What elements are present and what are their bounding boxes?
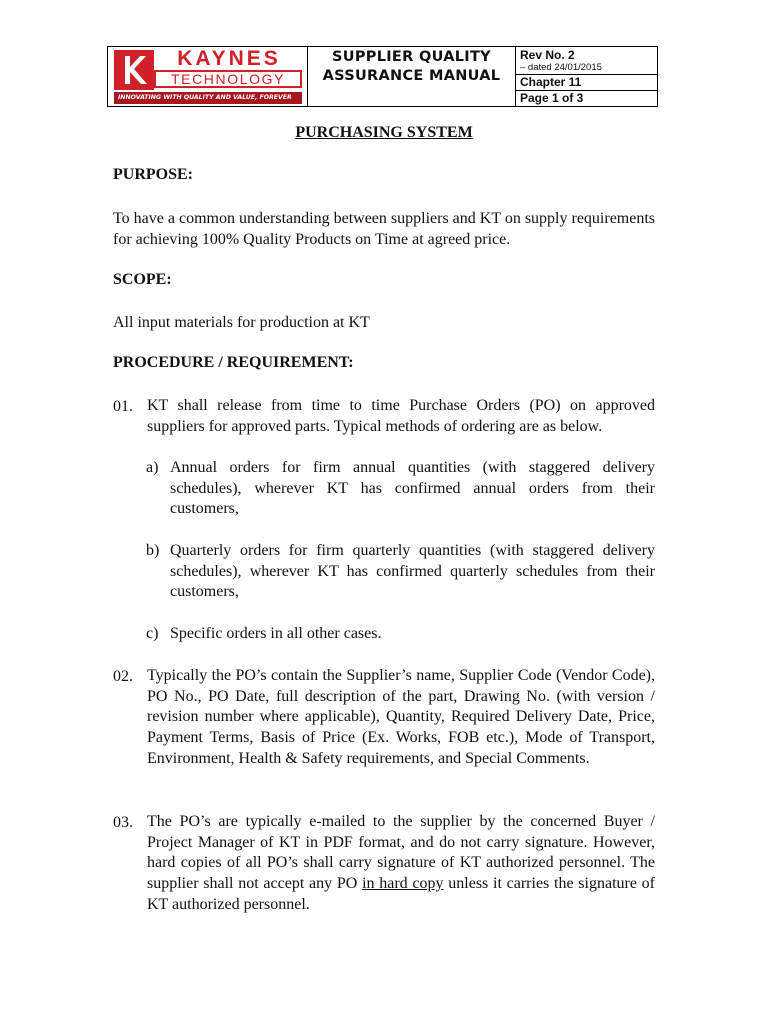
revision-date: – dated 24/01/2015 xyxy=(520,62,602,73)
item-01-text: KT shall release from time to time Purchase Orders (PO) on approved suppliers for approved parts. Typical methods of ordering are as below. xyxy=(147,397,655,435)
page-row xyxy=(516,91,657,106)
page-number: Page 1 of 3 xyxy=(520,91,584,105)
item-03-text xyxy=(147,812,655,916)
scope-heading: SCOPE: xyxy=(113,271,172,288)
company-logo xyxy=(108,47,308,106)
procedure-heading: PROCEDURE / REQUIREMENT: xyxy=(113,354,354,371)
chapter-row xyxy=(516,75,657,91)
revision-number: Rev No. 2 xyxy=(520,48,575,62)
chapter-number: Chapter 11 xyxy=(520,75,582,89)
subitem-a-text: Annual orders for firm annual quantities (with staggered delivery schedules), wherever KT has confirmed annual orders from their customers, xyxy=(170,459,655,518)
item-03-underlined: in hard copy xyxy=(362,875,444,893)
item-number: 01. xyxy=(113,398,133,415)
manual-title-line1: SUPPLIER QUALITY xyxy=(332,49,491,65)
purpose-heading: PURPOSE: xyxy=(113,166,193,183)
purpose-text: To have a common understanding between suppliers and KT on supply requirements for achieving 100% Quality Products on Time at agreed price. xyxy=(113,210,656,248)
subitem-letter: c) xyxy=(146,625,159,642)
logo-wordmark: KAYNES xyxy=(177,47,281,70)
revision-row xyxy=(516,47,657,75)
subitem-letter: b) xyxy=(146,542,160,559)
document-header xyxy=(107,46,658,107)
manual-title-line2: ASSURANCE MANUAL xyxy=(322,68,501,84)
document-title: PURCHASING SYSTEM xyxy=(295,124,473,141)
item-number: 03. xyxy=(113,814,133,831)
kaynes-k-icon xyxy=(114,50,154,90)
logo-subtitle: TECHNOLOGY xyxy=(154,70,302,88)
manual-title xyxy=(308,47,516,106)
item-02-text: Typically the PO’s contain the Supplier’s name, Supplier Code (Vendor Code), PO No., PO Date, full description of the part, Drawing No. (with version / revision number where applicable), Quantity, Required Delivery Date, Price, Payment Terms, Basis of Price (Ex. Works, FOB etc.), Mode of Transport, Environment, Health & Safety requirements, and Special Comments. xyxy=(147,667,655,767)
subitem-c-text: Specific orders in all other cases. xyxy=(170,625,382,642)
item-03-text-part1: The PO’s are typically e-mailed to the supplier by the concerned Buyer / Project Manager of KT in PDF format, and do not carry signature. However, hard copies of all PO’s shall carry signature of KT authorized personnel. The supplier shall not accept any PO xyxy=(147,813,655,893)
revision-info xyxy=(516,47,657,106)
subitem-b-text: Quarterly orders for firm quarterly quantities (with staggered delivery schedules), wherever KT has confirmed quarterly schedules from their customers, xyxy=(170,542,655,601)
scope-text: All input materials for production at KT xyxy=(113,314,370,331)
subitem-letter: a) xyxy=(146,459,159,476)
item-number: 02. xyxy=(113,668,133,685)
logo-tagline: INNOVATING WITH QUALITY AND VALUE, FOREVER xyxy=(114,92,302,104)
item-03-text-part2: unless it carries the signature of KT authorized personnel. xyxy=(147,875,656,913)
